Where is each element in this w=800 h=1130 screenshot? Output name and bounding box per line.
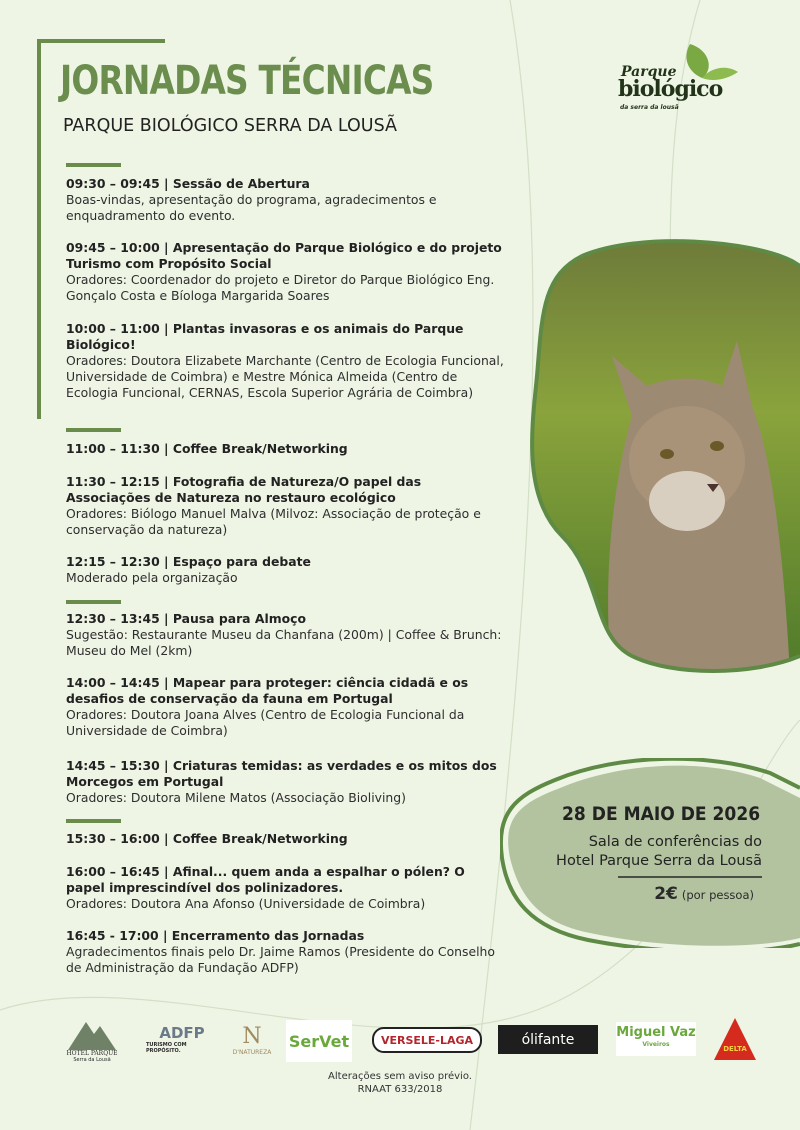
schedule-item: 14:00 – 14:45 | Mapear para proteger: ciência cidadã e os desafios de conservação da fauna em Portugal Oradores: Doutora Joana Alves (Centro de Ecologia Funcional da Universidade de Coimbra) [66,675,469,738]
schedule-item: 12:15 – 12:30 | Espaço para debate Moderado pela organização [66,554,311,585]
schedule-item: 11:00 – 11:30 | Coffee Break/Networking [66,441,348,456]
schedule-item: 14:45 – 15:30 | Criaturas temidas: as verdades e os mitos dos Morcegos em Portugal Oradores: Doutora Milene Matos (Associação Bioliving) [66,758,497,805]
event-date: 28 DE MAIO DE 2026 [561,803,760,825]
frame-corner-top [37,39,165,43]
sponsor-dnatureza: N D'NATUREZA [232,1024,272,1056]
sponsor-versele-laga: VERSELE-LAGA [372,1027,482,1053]
delta-triangle-icon [714,1018,756,1060]
schedule-item: 16:00 – 16:45 | Afinal... quem anda a espalhar o pólen? O papel imprescindível dos polinizadores. Oradores: Doutora Ana Afonso (Universidade de Coimbra) [66,864,465,911]
schedule-item: 12:30 – 13:45 | Pausa para Almoço Sugestão: Restaurante Museu da Chanfana (200m) | Coffee & Brunch: Museu do Mel (2km) [66,611,502,658]
schedule-item: 10:00 – 11:00 | Plantas invasoras e os animais do Parque Biológico! Oradores: Doutora Elizabete Marchante (Centro de Ecologia Funcional, Universidade de Coimbra) e Mestre Mónica Almeida (Centro de Ecologia Funcional, CERNAS, Escola Superior Agrária de Coimbra) [66,321,504,400]
schedule-item: 09:45 – 10:00 | Apresentação do Parque Biológico e do projeto Turismo com Propósito Social Oradores: Coordenador do projeto e Diretor do Parque Biológico Eng. Gonçalo Costa e Bíologa Margarida Soares [66,240,502,303]
sponsor-adfp: ADFP TURISMO COM PROPÓSITO. [146,1024,205,1054]
sponsor-logos [0,1010,800,1070]
schedule-item: 15:30 – 16:00 | Coffee Break/Networking [66,831,348,846]
section-divider [66,428,121,432]
sponsor-miguel-vaz: Miguel Vaz Viveiros [616,1022,696,1056]
schedule-item: 09:30 – 09:45 | Sessão de Abertura Boas-vindas, apresentação do programa, agradecimentos e enquadramento do evento. [66,176,437,223]
event-location: Sala de conferências do Hotel Parque Serra da Lousã [556,834,762,869]
mountain-icon [68,1020,116,1050]
schedule-item: 16:45 - 17:00 | Encerramento das Jornadas Agradecimentos finais pelo Dr. Jaime Ramos (Presidente do Conselho de Administração da Fundação ADFP) [66,928,495,975]
section-divider [66,163,121,167]
footer-note: Alterações sem aviso prévio. RNAAT 633/2018 [328,1071,472,1095]
section-divider [66,819,121,823]
lynx-photo [522,236,800,676]
sponsor-delta: DELTA [714,1018,756,1060]
sponsor-olifante: ólifante [498,1025,598,1054]
price-divider [618,876,762,878]
parque-biologico-logo: Parque biológico da serra da lousã [618,42,748,114]
schedule-item: 11:30 – 12:15 | Fotografia de Natureza/O papel das Associações de Natureza no restauro ecológico Oradores: Biólogo Manuel Malva (Milvoz: Associação de proteção e conservação da natureza) [66,474,481,537]
frame-corner-left [37,39,41,419]
section-divider [66,600,121,604]
event-price: 2€ (por pessoa) [654,884,754,904]
sponsor-servet: SerVet [286,1020,352,1062]
page-subtitle: PARQUE BIOLÓGICO SERRA DA LOUSÃ [63,116,398,136]
sponsor-hotel-parque: HOTEL PARQUE Serra da Lousã [64,1014,120,1068]
page-title: JORNADAS TÉCNICAS [60,58,434,104]
